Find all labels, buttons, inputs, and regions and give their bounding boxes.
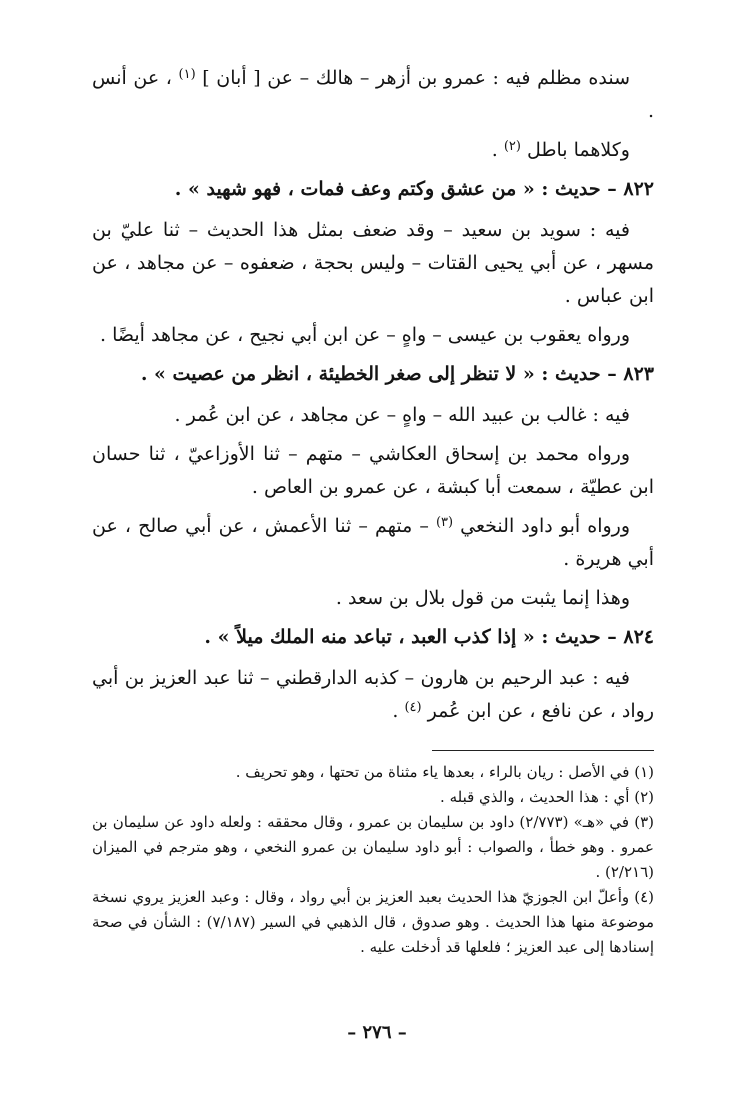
paragraph: فيه : غالب بن عبيد الله – واهٍ – عن مجاهد ، عن ابن عُمر .	[174, 404, 630, 426]
main-text	[92, 62, 654, 734]
footnote-ref[interactable]: (٢)	[503, 139, 521, 154]
footnotes	[92, 760, 654, 960]
paragraph: وكلاهما باطل $^{(٢)}$ .	[491, 139, 630, 161]
footnote: (٢) أي : هذا الحديث ، والذي قبله .	[440, 788, 654, 806]
paragraph: ورواه يعقوب بن عيسى – واهٍ – عن ابن أبي نجيح ، عن مجاهد أيضًا .	[100, 324, 630, 346]
paragraph: وهذا إنما يثبت من قول بلال بن سعد .	[335, 587, 630, 609]
page-number: – ٢٧٦ –	[347, 1022, 407, 1043]
hadith-number: ٨٢٤	[623, 626, 654, 648]
footnote-ref[interactable]: (٤)	[404, 700, 422, 715]
paragraph: فيه : عبد الرحيم بن هارون – كذبه الدارقطني – ثنا عبد العزيز بن أبي رواد ، عن نافع ، عن ابن عُمر $^{(٤)}$ .	[92, 667, 654, 722]
paragraph: ورواه محمد بن إسحاق العكاشي – متهم – ثنا الأوزاعيّ ، ثنا حسان ابن عطيّة ، سمعت أبا كبشة ، عن عمرو بن العاص .	[92, 443, 654, 498]
footnote: (١) في الأصل : ريان بالراء ، بعدها ياء مثناة من تحتها ، وهو تحريف .	[235, 763, 654, 781]
hadith-heading: ٨٢٣ – حديث : « لا تنظر إلى صغر الخطيئة ، انظر من عصيت » .	[140, 363, 654, 385]
paragraph: ورواه أبو داود النخعي $^{(٣)}$ – متهم – ثنا الأعمش ، عن أبي صالح ، عن أبي هريرة .	[92, 515, 654, 570]
footnote-ref[interactable]: (١)	[178, 67, 196, 82]
hadith-number: ٨٢٣	[623, 363, 654, 385]
paragraph: فيه : سويد بن سعيد – وقد ضعف بمثل هذا الحديث – ثنا عليّ بن مسهر ، عن أبي يحيى القتات – وليس بحجة ، ضعفوه – عن مجاهد ، عن ابن عباس .	[92, 219, 654, 307]
hadith-heading: ٨٢٤ – حديث : « إذا كذب العبد ، تباعد منه الملك ميلاً » .	[204, 626, 654, 648]
footnote: (٣) في «هـ» (٢/٧٧٣) داود بن سليمان بن عمرو ، وقال محققه : ولعله داود عن سليمان بن عمرو . وهو خطأ ، والصواب : أبو داود سليمان بن عمرو النخعي ، وهو مترجم في الميزان (٢/٢١٦) .	[92, 813, 654, 881]
footnote-ref[interactable]: (٣)	[435, 515, 454, 530]
footnote-divider	[432, 750, 654, 751]
paragraph: سنده مظلم فيه : عمرو بن أزهر – هالك – عن [ أبان ] $^{(١)}$ ، عن أنس .	[92, 67, 654, 122]
hadith-number: ٨٢٢	[623, 178, 654, 200]
footnote: (٤) وأعلّ ابن الجوزيّ هذا الحديث بعبد العزيز بن أبي رواد ، وقال : وعبد العزيز يروي نسخة موضوعة منها هذا الحديث . وهو صدوق ، قال الذهبي في السير (٧/١٨٧) : الشأن في صحة إسنادها إلى عبد العزيز ؛ فلعلها قد أدخلت عليه .	[92, 888, 654, 956]
hadith-heading: ٨٢٢ – حديث : « من عشق وكتم وعف فمات ، فهو شهيد » .	[174, 178, 654, 200]
